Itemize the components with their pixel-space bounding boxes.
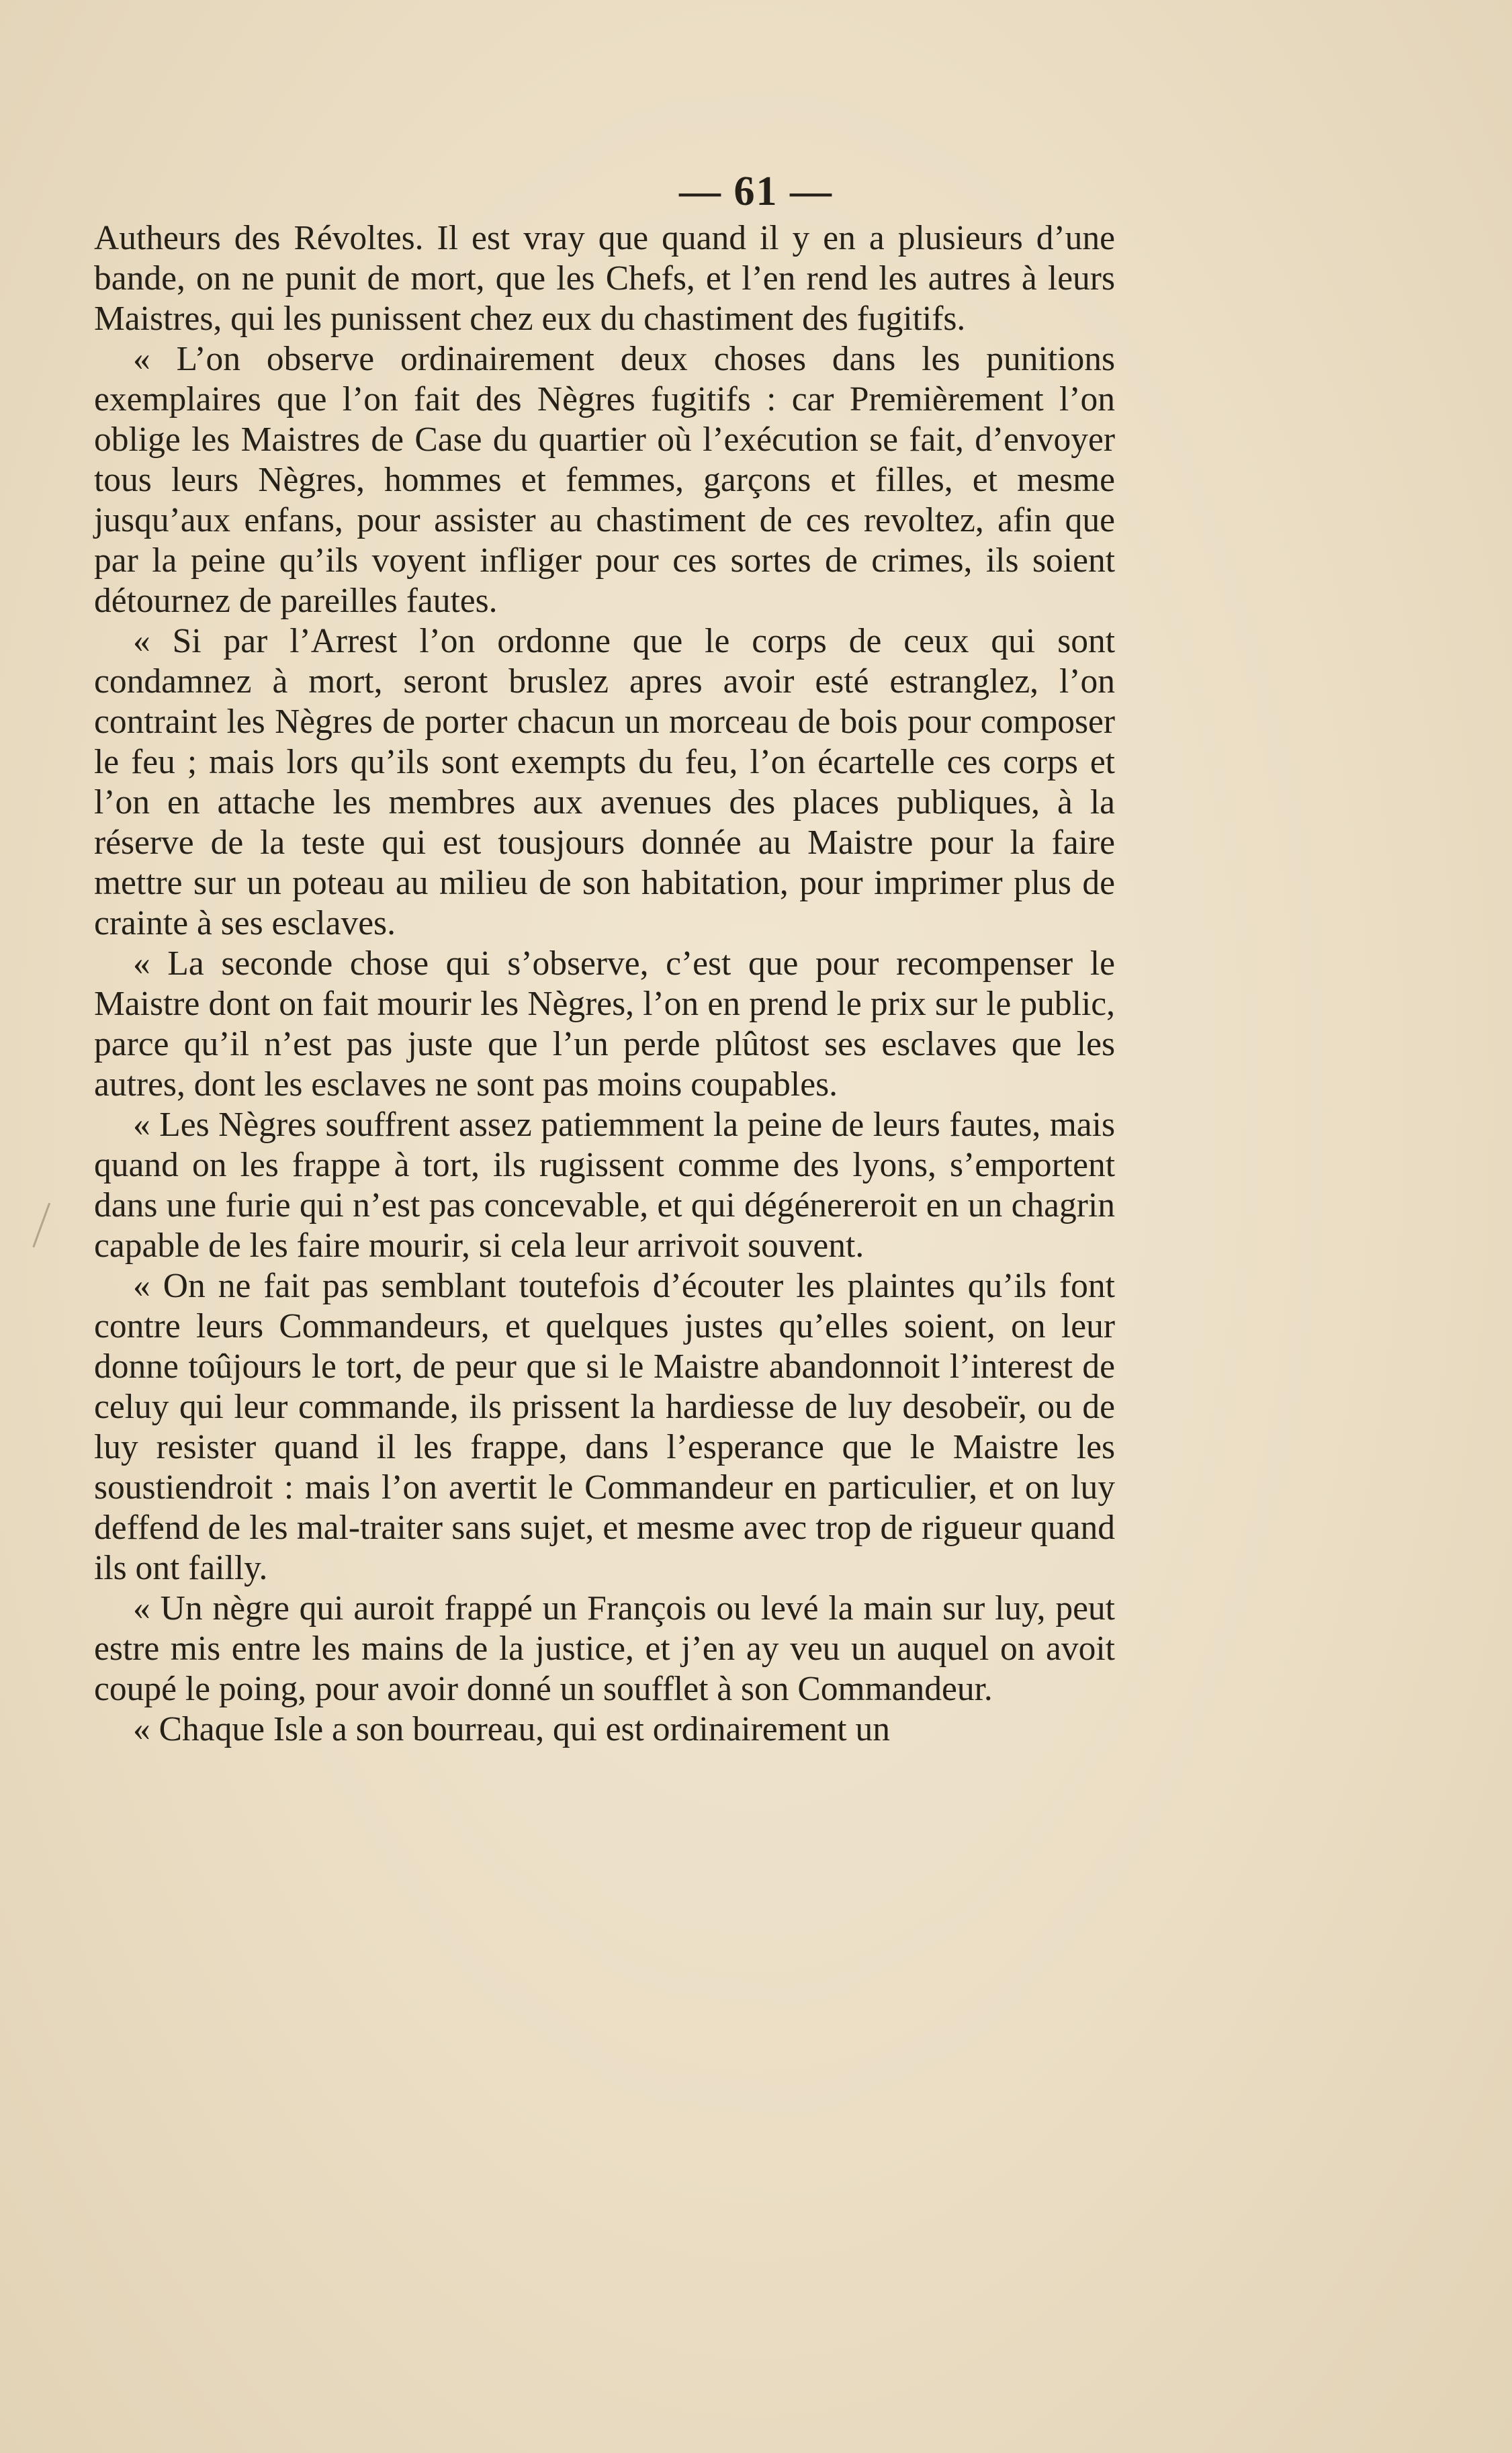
body-text: [94, 218, 1115, 1750]
paragraph: Autheurs des Révoltes. Il est vray que quand il y en a plusieurs d’une bande, on ne punit de mort, que les Chefs, et l’en rend les autres à leurs Maistres, qui les punissent chez eux du chastiment des fugitifs.: [94, 219, 1115, 338]
paragraph: « Si par l’Arrest l’on ordonne que le corps de ceux qui sont condamnez à mort, seront bruslez apres avoir esté estranglez, l’on contraint les Nègres de porter chacun un morceau de bois pour composer le feu ; mais lors qu’ils sont exempts du feu, l’on écartelle ces corps et l’on en attache les membres aux avenues des places publiques, à la réserve de la teste qui est tousjours donnée au Maistre pour la faire mettre sur un poteau au milieu de son habitation, pour imprimer plus de crainte à ses esclaves.: [94, 622, 1115, 942]
page-number: — 61 —: [679, 169, 833, 214]
paragraph: « Un nègre qui auroit frappé un François ou levé la main sur luy, peut estre mis entre les mains de la justice, et j’en ay veu un auquel on avoit coupé le poing, pour avoir donné un soufflet à son Commandeur.: [94, 1589, 1115, 1708]
paragraph-last-line: « Chaque Isle a son bourreau, qui est ordinairement un: [133, 1710, 890, 1748]
paragraph: « L’on observe ordinairement deux choses dans les punitions exemplaires que l’on fait des Nègres fugitifs : car Premièrement l’on oblige les Maistres de Case du quartier où l’exécution se fait, d’envoyer tous leurs Nègres, hommes et femmes, garçons et filles, et mesme jusqu’aux enfans, pour assister au chastiment de ces revoltez, afin que par la peine qu’ils voyent infliger pour ces sortes de crimes, ils soient détournez de pareilles fautes.: [94, 340, 1115, 620]
paragraph: « La seconde chose qui s’observe, c’est que pour recompenser le Maistre dont on fait mourir les Nègres, l’on en prend le prix sur le public, parce qu’il n’est pas juste que l’un perde plûtost ses esclaves que les autres, dont les esclaves ne sont pas moins coupables.: [94, 944, 1115, 1104]
paragraph: « On ne fait pas semblant toutefois d’écouter les plaintes qu’ils font contre leurs Commandeurs, et quelques justes qu’elles soient, on leur donne toûjours le tort, de peur que si le Maistre abandonnoit l’interest de celuy qui leur commande, ils prissent la hardiesse de luy desobeïr, ou de luy resister quand il les frappe, dans l’esperance que le Maistre les soustiendroit : mais l’on avertit le Commandeur en particulier, et on luy deffend de les mal-traiter sans sujet, et mesme avec trop de rigueur quand ils ont failly.: [94, 1267, 1115, 1587]
margin-pencil-mark: [32, 1203, 54, 1249]
paragraph: « Les Nègres souffrent assez patiemment la peine de leurs fautes, mais quand on les frappe à tort, ils rugissent comme des lyons, s’emportent dans une furie qui n’est pas concevable, et qui dégénereroit en un chagrin capable de les faire mourir, si cela leur arrivoit souvent.: [94, 1106, 1115, 1265]
